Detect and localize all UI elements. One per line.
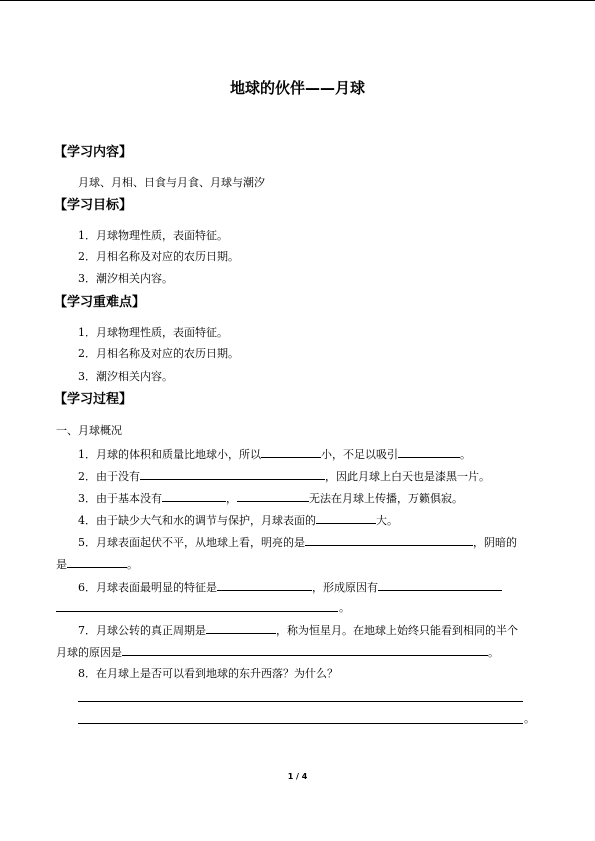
answer-blank[interactable] [237,490,309,502]
top-border [0,0,595,1]
answer-blank[interactable] [140,468,325,480]
answer-line[interactable] [56,611,338,612]
question-4: 4．由于缺少大气和水的调节与保护，月球表面的 大。 [78,514,398,527]
answer-blank[interactable] [67,556,127,568]
key-point-item-3: 3．潮汐相关内容。 [78,370,173,383]
question-6: 6．月球表面最明显的特征是 ，形成原因有 [78,579,502,595]
answer-line[interactable] [78,723,523,724]
answer-line[interactable] [78,701,523,702]
answer-blank[interactable] [206,622,276,634]
subheading-moon-overview: 一、月球概况 [56,424,122,437]
answer-blank[interactable] [122,644,488,656]
heading-learning-process: 【学习过程】 [54,392,133,407]
question-5-continued: 是 。 [56,558,138,571]
question-3: 3．由于基本没有 ， 无法在月球上传播，万籁俱寂。 [78,492,463,505]
question-8-end: 。 [524,712,535,725]
question-6-end: 。 [339,601,350,614]
question-8: 8．在月球上是否可以看到地球的东升西落？为什么？ [78,667,338,680]
heading-learning-goals: 【学习目标】 [54,198,133,213]
question-1: 1．月球的体积和质量比地球小，所以 小，不足以吸引 。 [78,448,471,461]
page-number: 1 / 4 [287,772,308,781]
document-title: 地球的伙伴——月球 [229,79,365,97]
heading-learning-content: 【学习内容】 [54,145,133,160]
learning-content-text: 月球、月相、日食与月食、月球与潮汐 [78,176,265,189]
answer-blank[interactable] [398,446,460,458]
answer-blank[interactable] [261,446,321,458]
answer-blank[interactable] [316,512,376,524]
answer-blank[interactable] [378,579,502,591]
goal-item-3: 3．潮汐相关内容。 [78,272,173,285]
question-5: 5．月球表面起伏不平，从地球上看，明亮的是 ，阴暗的 [78,536,517,549]
question-7: 7．月球公转的真正周期是 ，称为恒星月。在地球上始终只能看到相同的半个 [78,624,518,637]
answer-blank[interactable] [162,490,226,502]
question-2: 2．由于没有 ，因此月球上白天也是漆黑一片。 [78,470,490,483]
goal-item-2: 2．月相名称及对应的农历日期。 [78,250,239,263]
key-point-item-1: 1．月球物理性质，表面特征。 [78,326,228,339]
goal-item-1: 1．月球物理性质，表面特征。 [78,229,228,242]
heading-key-points: 【学习重难点】 [54,295,146,310]
answer-blank[interactable] [217,579,312,591]
key-point-item-2: 2．月相名称及对应的农历日期。 [78,347,239,360]
question-7-continued: 月球的原因是 。 [56,646,499,659]
answer-blank[interactable] [305,534,473,546]
